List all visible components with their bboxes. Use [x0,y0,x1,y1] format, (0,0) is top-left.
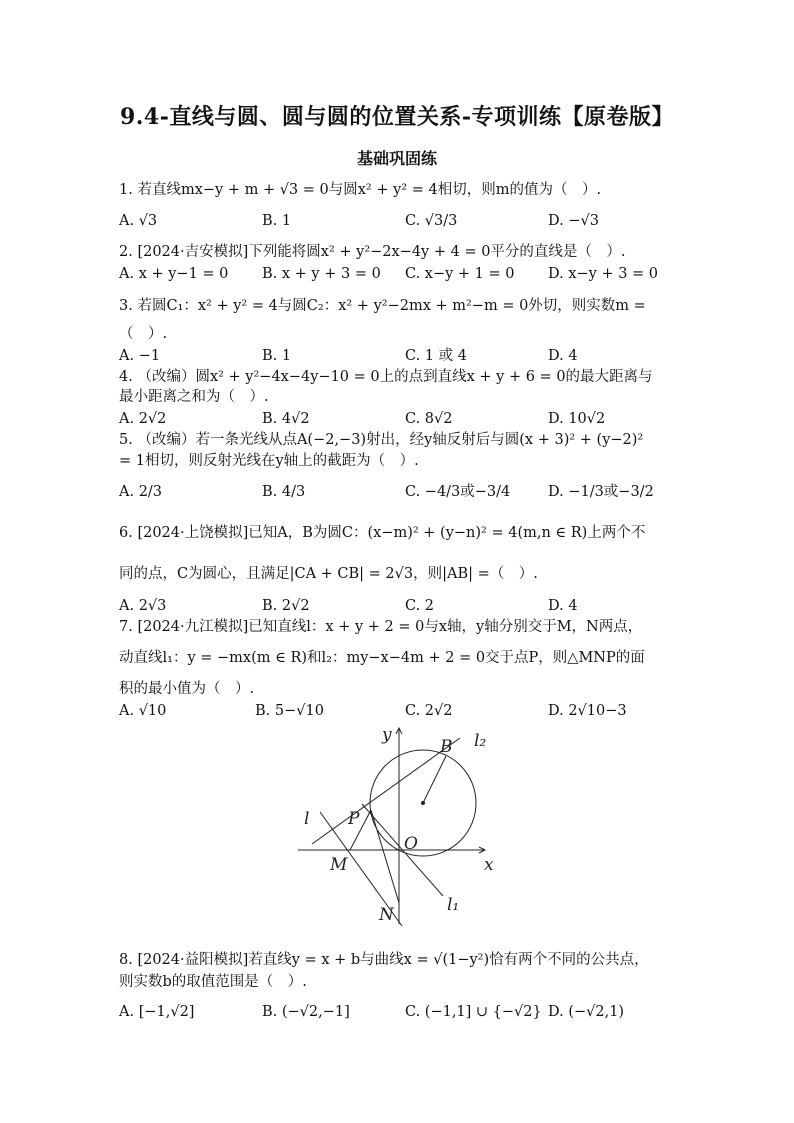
question-6-option-d: D. 4 [548,598,578,614]
label-x: x [484,855,494,875]
question-7-stem-line3: 积的最小值为（ ）. [119,681,255,697]
question-1-option-c: C. √3/3 [405,213,458,229]
label-o: O [404,834,418,854]
line-l2 [312,738,460,844]
question-5-option-c: C. −4/3或−3/4 [405,484,511,500]
question-8-option-a: A. [−1,√2] [119,1004,195,1020]
question-4-stem-line1: 4. （改编）圆x² + y²−4x−4y−10 = 0上的点到直线x + y + 6 = 0的最大距离与 [119,369,653,385]
question-1-option-a: A. √3 [119,213,158,229]
label-l2: l₂ [474,731,487,751]
question-3-option-d: D. 4 [548,348,578,364]
question-4-option-b: B. 4√2 [262,411,310,427]
question-2-stem: 2. [2024·吉安模拟]下列能将圆x² + y²−2x−4y + 4 = 0平分的直线是（ ）. [119,244,626,260]
label-l: l [304,809,310,829]
question-2-option-b: B. x + y + 3 = 0 [262,266,381,282]
question-3-option-a: A. −1 [119,348,161,364]
question-8-option-b: B. (−√2,−1] [262,1004,350,1020]
circle-center-dot [421,801,425,805]
label-y: y [382,725,392,745]
geometry-figure [290,720,510,930]
radius-to-b [423,756,446,803]
question-5-option-a: A. 2/3 [119,484,163,500]
question-3-option-b: B. 1 [262,348,292,364]
question-7-stem-line1: 7. [2024·九江模拟]已知直线l：x + y + 2 = 0与x轴，y轴分别交于M，N两点， [119,619,643,635]
question-2-option-a: A. x + y−1 = 0 [119,266,229,282]
question-7-stem-line2: 动直线l₁：y = −mx(m ∈ R)和l₂：my−x−4m + 2 = 0交于点P，则△MNP的面 [119,650,645,666]
question-8-stem-line2: 则实数b的取值范围是（ ）. [119,974,307,990]
label-m: M [330,855,348,875]
question-5-stem-line2: = 1相切，则反射光线在y轴上的截距为（ ）. [119,453,419,469]
question-2-option-d: D. x−y + 3 = 0 [548,266,659,282]
question-7-option-b: B. 5−√10 [255,703,324,719]
question-3-option-c: C. 1 或 4 [405,348,467,364]
label-n: N [379,905,394,925]
question-6-stem-line2: 同的点，C为圆心，且满足|CA + CB| = 2√3，则|AB| =（ ）. [119,566,538,582]
section-heading: 基础巩固练 [356,149,437,168]
question-6-option-b: B. 2√2 [262,598,310,614]
question-4-option-d: D. 10√2 [548,411,606,427]
label-l1: l₁ [447,895,460,915]
question-6-option-a: A. 2√3 [119,598,167,614]
label-p: P [348,809,360,829]
question-6-stem-line1: 6. [2024·上饶模拟]已知A，B为圆C：(x−m)² + (y−n)² = 4(m,n ∈ R)上两个不 [119,525,646,541]
question-3-stem-line1: 3. 若圆C₁：x² + y² = 4与圆C₂：x² + y²−2mx + m²−m = 0外切，则实数m = [119,298,646,314]
question-4-option-c: C. 8√2 [405,411,453,427]
question-8-option-d: D. (−√2,1) [548,1004,625,1020]
label-b: B [440,737,453,757]
question-1-stem: 1. 若直线mx−y + m + √3 = 0与圆x² + y² = 4相切，则m的值为（ ）. [119,182,602,198]
question-5-option-b: B. 4/3 [262,484,306,500]
question-1-option-d: D. −√3 [548,213,599,229]
question-7-option-c: C. 2√2 [405,703,453,719]
question-5-stem-line1: 5. （改编）若一条光线从点A(−2,−3)射出，经y轴反射后与圆(x + 3)² + (y−2)² [119,432,644,448]
question-7-option-a: A. √10 [119,703,167,719]
question-1-option-b: B. 1 [262,213,292,229]
question-6-option-c: C. 2 [405,598,435,614]
question-7-option-d: D. 2√10−3 [548,703,627,719]
page-title: 9.4-直线与圆、圆与圆的位置关系-专项训练【原卷版】 [119,104,675,130]
question-8-option-c: C. (−1,1] ∪ {−√2} [405,1004,542,1020]
question-4-option-a: A. 2√2 [119,411,167,427]
question-8-stem-line1: 8. [2024·益阳模拟]若直线y = x + b与曲线x = √(1−y²)恰有两个不同的公共点， [119,952,649,968]
question-2-option-c: C. x−y + 1 = 0 [405,266,515,282]
question-5-option-d: D. −1/3或−3/2 [548,484,654,500]
question-4-stem-line2: 最小距离之和为（ ）. [119,389,269,405]
question-3-stem-line2: （ ）. [119,326,168,342]
